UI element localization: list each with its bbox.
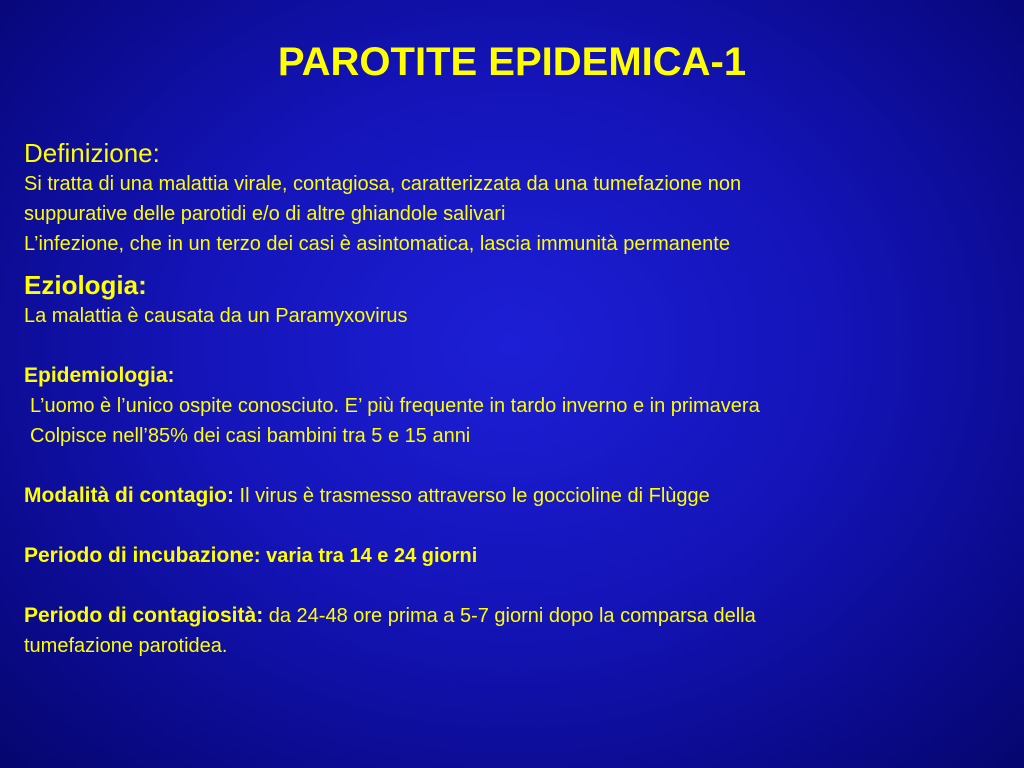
section-definizione <box>24 137 1004 259</box>
contagio-text: Il virus è trasmesso attraverso le goccioline di Flùgge <box>234 485 710 507</box>
definizione-line-1: Si tratta di una malattia virale, contagiosa, caratterizzata da una tumefazione non <box>24 173 742 195</box>
incubazione-heading: Periodo di incubazione <box>24 544 254 567</box>
contagio-colon: : <box>227 484 234 507</box>
definizione-heading: Definizione <box>24 138 153 168</box>
section-contagio <box>24 481 1004 511</box>
section-contagiosita <box>24 601 1004 661</box>
slide-content <box>24 137 1004 661</box>
epidemiologia-line-2: Colpisce nell’85% dei casi bambini tra 5 e 15 anni <box>30 425 471 447</box>
incubazione-text: : varia tra 14 e 24 giorni <box>253 545 478 567</box>
definizione-line-2: suppurative delle parotidi e/o di altre ghiandole salivari <box>24 203 506 225</box>
contagiosita-line-1 <box>24 601 1004 631</box>
contagiosita-line-2: tumefazione parotidea. <box>24 635 228 657</box>
epidemiologia-heading: Epidemiologia: <box>24 364 175 387</box>
eziologia-heading: Eziologia: <box>24 270 147 300</box>
contagiosita-heading: Periodo di contagiosità: <box>24 604 264 627</box>
definizione-colon: : <box>152 138 160 168</box>
epidemiologia-line-1: L’uomo è l’unico ospite conosciuto. E’ più frequente in tardo inverno e in primavera <box>30 395 760 417</box>
section-incubazione <box>24 541 1004 571</box>
slide-title: PAROTITE EPIDEMICA-1 <box>277 40 747 84</box>
contagiosita-text: da 24-48 ore prima a 5-7 giorni dopo la comparsa della <box>263 605 756 627</box>
eziologia-text: La malattia è causata da un Paramyxovirus <box>24 305 408 327</box>
eziologia-heading-line <box>24 269 1004 301</box>
contagio-heading: Modalità di contagio <box>24 484 227 507</box>
definizione-line-3: L’infezione, che in un terzo dei casi è asintomatica, lascia immunità permanente <box>24 233 730 255</box>
section-eziologia <box>24 269 1004 331</box>
definizione-heading-line <box>24 137 1004 169</box>
section-epidemiologia <box>24 361 1004 451</box>
